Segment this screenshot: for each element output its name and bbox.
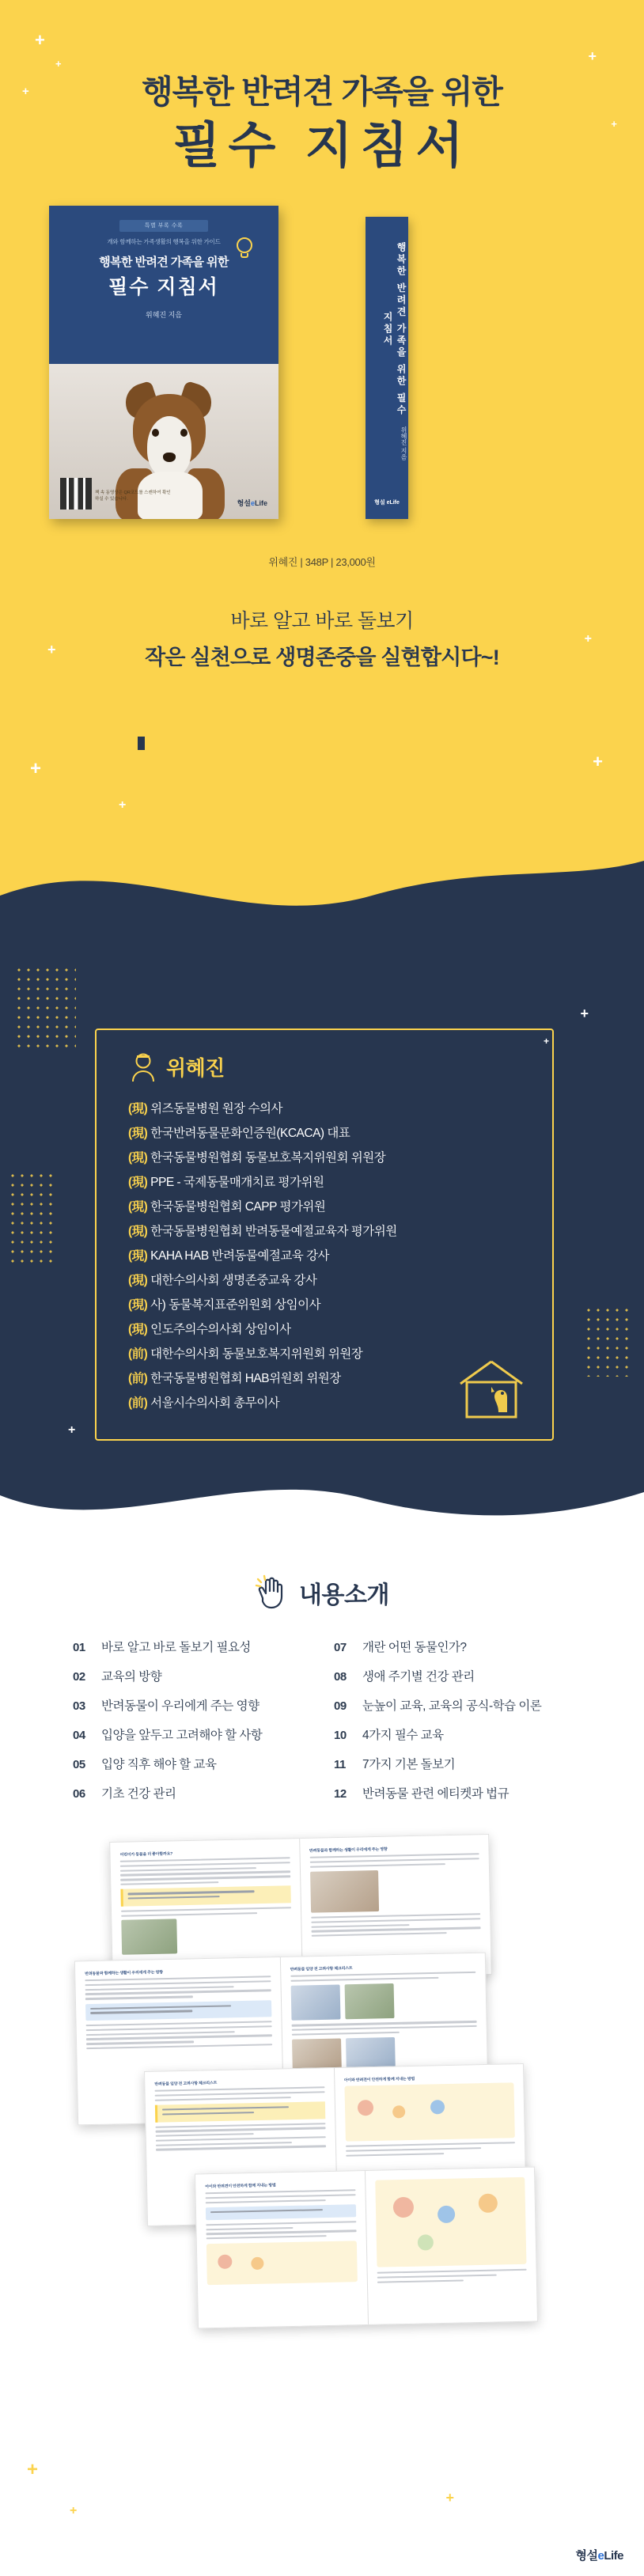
career-item: (現) 사) 동물복지표준위원회 상임이사 (128, 1298, 321, 1312)
toc-number: 08 (334, 1670, 347, 1684)
toc-item (334, 1638, 571, 1655)
hand-icon (255, 1574, 291, 1611)
toc-item (73, 1784, 310, 1801)
author-name: 위혜진 (166, 1055, 225, 1080)
qr-code-icon (60, 478, 92, 510)
sparkle-icon: + (611, 118, 617, 130)
contents-section (0, 1543, 644, 2576)
dot-pattern (14, 965, 76, 1052)
career-item: (現) 위즈동물병원 원장 수의사 (128, 1102, 282, 1116)
toc-number: 07 (334, 1641, 347, 1654)
sparkle-icon: + (580, 1006, 589, 1021)
house-dog-icon (457, 1357, 525, 1420)
sample-spread (195, 2167, 538, 2329)
spine-title: 행복한 반려견 가족을 위한 필수 지침서 (382, 242, 407, 417)
sample-page (364, 2168, 537, 2324)
hero-section (0, 0, 644, 934)
book-caption: 위혜진 | 348P | 23,000원 (268, 555, 376, 568)
dot-pattern (584, 1305, 631, 1377)
sparkle-icon: + (27, 2459, 39, 2480)
toc-item (334, 1726, 571, 1743)
hero-subtitle-line2: 작은 실천으로 생명존중을 실현합시다~! (145, 645, 499, 669)
toc-item (73, 1667, 310, 1684)
lightbulb-icon (231, 234, 258, 261)
vet-icon (128, 1051, 158, 1082)
toc-number: 04 (73, 1729, 85, 1742)
toc-label: 4가지 필수 교육 (362, 1729, 444, 1742)
sparkle-icon: + (22, 85, 29, 98)
cover-author: 위혜진 지음 (146, 310, 182, 319)
toc-label: 기초 건강 관리 (101, 1787, 176, 1801)
sparkle-icon: + (119, 798, 127, 812)
career-item: (現) 인도주의수의사회 상임이사 (128, 1323, 291, 1336)
career-item: (現) 대한수의사회 생명존중교육 강사 (128, 1274, 317, 1287)
toc-number: 02 (73, 1670, 85, 1684)
career-item: (前) 한국동물병원협회 HAB위원회 위원장 (128, 1372, 341, 1385)
sample-page-heading: 반려동물과 함께하는 생활이 우리에게 주는 영향 (309, 1847, 388, 1854)
hero-title-line1: 행복한 반려견 가족을 위한 (142, 74, 502, 110)
publisher-logo (576, 2547, 624, 2563)
toc-number: 09 (334, 1699, 347, 1713)
toc-item (334, 1696, 571, 1714)
toc-label: 반려동물이 우리에게 주는 영향 (101, 1699, 259, 1713)
toc-item (73, 1755, 310, 1772)
toc-label: 입양 직후 해야 할 교육 (101, 1758, 217, 1771)
contents-title: 내용소개 (299, 1582, 389, 1608)
sparkle-icon: + (55, 58, 62, 70)
sample-page-images (0, 1838, 644, 2344)
sparkle-icon: + (30, 758, 42, 779)
hero-subtitle-line1: 바로 알고 바로 돌보기 (230, 609, 414, 632)
book-front-cover (49, 206, 278, 519)
wave-divider-top (0, 840, 644, 934)
toc-item (334, 1784, 571, 1801)
toc-number: 11 (334, 1758, 346, 1771)
career-item: (現) 한국동물병원협회 반려동물예절교육자 평가위원 (128, 1225, 397, 1238)
toc-label: 7가지 기본 돌보기 (362, 1758, 456, 1771)
wave-divider-bottom (0, 1457, 644, 1543)
toc-number: 03 (73, 1699, 85, 1713)
cover-dog-photo (49, 364, 278, 519)
toc-label: 교육의 방향 (101, 1670, 162, 1684)
toc-number: 06 (73, 1787, 85, 1801)
toc-item (334, 1667, 571, 1684)
spine-publisher-logo: 형설 eLife (374, 499, 400, 506)
sparkle-icon: + (584, 632, 592, 646)
cover-title-line2: 필수 지침서 (108, 275, 219, 298)
career-item: (現) 한국동물병원협회 동물보호복지위원회 위원장 (128, 1151, 386, 1165)
toc-label: 입양을 앞두고 고려해야 할 사항 (101, 1729, 263, 1742)
book-images (0, 206, 644, 546)
sparkle-icon: + (70, 2504, 78, 2517)
author-section (0, 934, 644, 1543)
sample-page (195, 2171, 368, 2328)
toc-number: 12 (334, 1787, 347, 1801)
toc-item (73, 1638, 310, 1655)
sparkle-icon: + (35, 30, 45, 50)
toc-item (334, 1755, 571, 1772)
sample-page-heading: 아이와 반려견이 안전하게 함께 지내는 방법 (205, 2183, 276, 2190)
toc-number: 05 (73, 1758, 85, 1771)
career-item: (現) KAHA HAB 반려동물예절교육 강사 (128, 1249, 330, 1263)
dot-pattern (8, 1171, 55, 1266)
sparkle-icon: + (138, 737, 146, 750)
cover-subtitle: 개와 함께하는 가족생활의 행복을 위한 가이드 (107, 237, 221, 245)
career-item: (現) 한국동물병원협회 CAPP 평가위원 (128, 1200, 326, 1214)
sparkle-icon: + (47, 642, 56, 657)
cover-title-line1: 행복한 반려견 가족을 위한 (99, 255, 229, 269)
cover-publisher-logo: 형설eLife (237, 498, 267, 507)
sample-page-heading: 반려동물 입양 전 고려사항 체크리스트 (154, 2081, 218, 2087)
book-spine (366, 217, 408, 519)
hero-title-line2: 필수 지침서 (172, 119, 472, 174)
sparkle-icon: + (68, 1423, 76, 1437)
sparkle-icon: + (543, 1036, 549, 1047)
career-item: (前) 대한수의사회 동물보호복지위원회 위원장 (128, 1347, 363, 1361)
toc-number: 01 (73, 1641, 85, 1654)
sample-page-heading: 아이와 반려견이 안전하게 함께 지내는 방법 (343, 2076, 415, 2083)
cover-qr-text: 책 속 동영상은 QR코드를 스캔하여 확인하실 수 있습니다. (95, 491, 171, 502)
table-of-contents (73, 1638, 571, 1801)
career-item: (現) 한국반려동물문화인증원(KCACA) 대표 (128, 1127, 350, 1140)
publisher-logo-text: 형설 (575, 2549, 598, 2563)
author-header (128, 1051, 528, 1082)
sample-page-heading: 반려동물과 함께하는 생활이 우리에게 주는 영향 (85, 1970, 163, 1977)
author-card (95, 1029, 554, 1441)
career-item: (現) PPE - 국제동물매개치료 평가위원 (128, 1176, 324, 1189)
sparkle-icon: + (588, 48, 597, 64)
toc-item (73, 1696, 310, 1714)
sample-page-heading: 반려동물 입양 전 고려사항 체크리스트 (290, 1966, 353, 1972)
hero-subtitle (0, 605, 644, 671)
cover-topband: 특별 부록 수록 (119, 220, 208, 232)
toc-label: 반려동물 관련 에티켓과 법규 (362, 1787, 510, 1801)
sparkle-icon: + (593, 752, 603, 771)
publisher-logo-e: e (597, 2549, 604, 2563)
toc-label: 개란 어떤 동물인가? (362, 1641, 467, 1654)
toc-label: 눈높이 교육, 교육의 공식-학습 이론 (362, 1699, 542, 1713)
career-item: (前) 서울시수의사회 총무이사 (128, 1396, 280, 1410)
publisher-logo-life: Life (604, 2549, 623, 2563)
spine-author: 위혜진 지음 (400, 426, 407, 460)
toc-label: 바로 알고 바로 돌보기 필요성 (101, 1641, 251, 1654)
toc-label: 생애 주기별 건강 관리 (362, 1670, 475, 1684)
hero-title (0, 15, 644, 177)
toc-item (73, 1726, 310, 1743)
sample-page-heading: 어린이가 동물을 더 좋아할까요? (119, 1851, 173, 1858)
contents-header (0, 1543, 644, 1611)
sparkle-icon: + (445, 2490, 454, 2506)
toc-number: 10 (334, 1729, 347, 1742)
